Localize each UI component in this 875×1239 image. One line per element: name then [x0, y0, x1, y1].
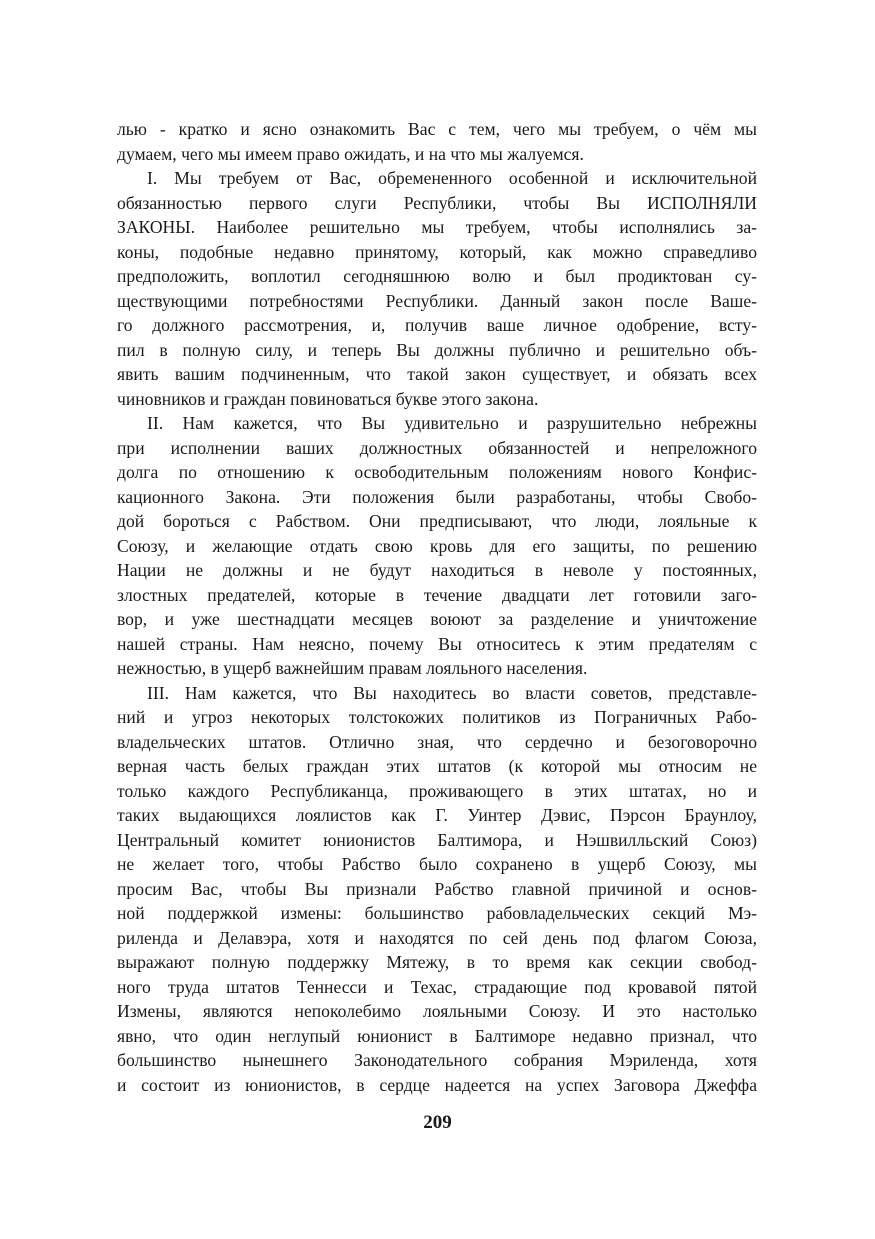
- text-line: нежностью, в ущерб важнейшим правам лояльного населения.: [117, 658, 588, 678]
- text-line: явить вашим подчиненным, что такой закон существует, и обязать всех: [117, 364, 757, 384]
- text-line: II. Нам кажется, что Вы удивительно и разрушительно небрежны: [147, 413, 757, 433]
- paragraph: [117, 117, 757, 166]
- text-line: Измены, являются непоколебимо лояльными Союзу. И это настолько: [117, 1001, 757, 1021]
- text-line: дой бороться с Рабством. Они предписывают, что люди, лояльные к: [117, 511, 757, 531]
- text-line: не желает того, чтобы Рабство было сохранено в ущерб Союзу, мы: [117, 854, 757, 874]
- text-line: пил в полную силу, и теперь Вы должны публично и решительно объ-: [117, 339, 757, 360]
- text-line: злостных предателей, которые в течение двадцати лет готовили заго-: [117, 584, 757, 605]
- text-line: таких выдающихся лоялистов как Г. Уинтер Дэвис, Пэрсон Браунлоу,: [117, 805, 757, 825]
- text-line: нашей страны. Нам неясно, почему Вы относитесь к этим предателям с: [117, 633, 757, 654]
- text-line: чиновников и граждан повиноваться букве этого закона.: [117, 388, 539, 409]
- text-line: владельческих штатов. Отлично зная, что сердечно и безоговорочно: [117, 731, 757, 752]
- text-line: при исполнении ваших должностных обязанностей и непреложного: [117, 437, 757, 458]
- page-body: [117, 117, 757, 1097]
- text-line: риленда и Делавэра, хотя и находятся по сей день под флагом Союза,: [117, 927, 757, 948]
- paragraph: [117, 166, 757, 411]
- text-line: ЗАКОНЫ. Наиболее решительно мы требуем, чтобы исполнялись за-: [117, 217, 757, 237]
- text-line: ной поддержкой измены: большинство рабовладельческих секций Мэ-: [117, 903, 757, 923]
- text-line: I. Мы требуем от Вас, обремененного особенной и исключительной: [147, 168, 757, 188]
- text-line: коны, подобные недавно принятому, который, как можно справедливо: [117, 241, 757, 262]
- text-line: вор, и уже шестнадцати месяцев воюют за разделение и уничтожение: [117, 609, 757, 629]
- paragraph: [117, 411, 757, 681]
- text-line: кационного Закона. Эти положения были разработаны, чтобы Свобо-: [117, 486, 757, 507]
- paragraph: [117, 681, 757, 1098]
- text-line: го должного рассмотрения, и, получив ваше личное одобрение, всту-: [117, 315, 757, 335]
- text-line: Нации не должны и не будут находиться в неволе у постоянных,: [117, 560, 757, 580]
- page-number: 209: [423, 1112, 452, 1133]
- text-line: большинство нынешнего Законодательного собрания Мэриленда, хотя: [117, 1050, 757, 1070]
- text-line: предположить, воплотил сегодняшнюю волю и был продиктован су-: [117, 266, 757, 286]
- text-line: обязанностью первого слуги Республики, чтобы Вы ИСПОЛНЯЛИ: [117, 192, 757, 213]
- text-line: Центральный комитет юнионистов Балтимора, и Нэшвилльский Союз): [117, 829, 757, 850]
- text-line: ществующими потребностями Республики. Данный закон после Ваше-: [117, 290, 757, 311]
- text-line: ний и угроз некоторых толстокожих политиков из Пограничных Рабо-: [117, 707, 757, 727]
- text-line: долга по отношению к освободительным положениям нового Конфис-: [117, 462, 757, 482]
- text-line: просим Вас, чтобы Вы признали Рабство главной причиной и основ-: [117, 878, 757, 899]
- text-line: выражают полную поддержку Мятежу, в то время как секции свобод-: [117, 952, 757, 972]
- text-line: ного труда штатов Теннесси и Техас, страдающие под кровавой пятой: [117, 976, 757, 997]
- text-line: думаем, чего мы имеем право ожидать, и на что мы жалуемся.: [117, 143, 584, 164]
- text-line: лью - кратко и ясно ознакомить Вас с тем, чего мы требуем, о чём мы: [117, 119, 757, 139]
- text-line: верная часть белых граждан этих штатов (к которой мы относим не: [117, 756, 757, 776]
- text-line: Союзу, и желающие отдать свою кровь для его защиты, по решению: [117, 535, 757, 556]
- text-line: явно, что один неглупый юнионист в Балтиморе недавно признал, что: [117, 1025, 757, 1046]
- text-line: и состоит из юнионистов, в сердце надеется на успех Заговора Джеффа: [117, 1074, 757, 1095]
- text-line: только каждого Республиканца, проживающего в этих штатах, но и: [117, 780, 757, 801]
- text-line: III. Нам кажется, что Вы находитесь во власти советов, представле-: [147, 682, 757, 703]
